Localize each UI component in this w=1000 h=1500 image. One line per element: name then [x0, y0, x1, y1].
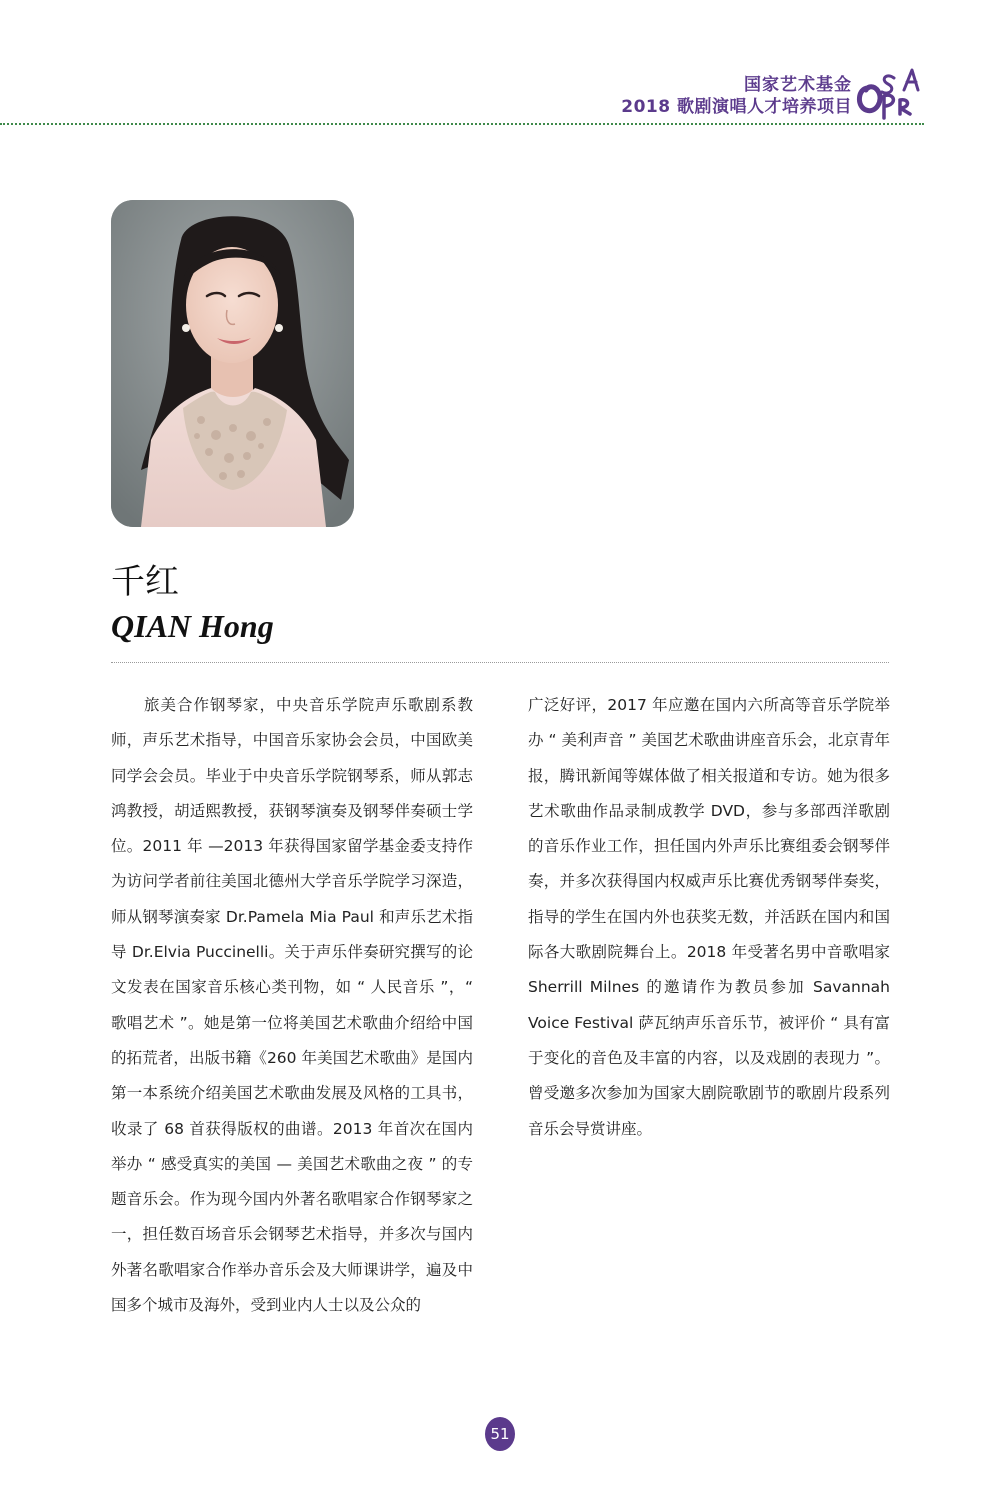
page-number-badge: 51 — [485, 1417, 515, 1451]
header-divider — [0, 123, 924, 125]
name-divider — [111, 662, 889, 663]
person-name-english: QIAN Hong — [111, 608, 274, 644]
header-title — [621, 74, 852, 118]
opera-logo — [854, 66, 926, 122]
bio-column-right — [528, 688, 890, 1147]
header-project-name: 2018 歌剧演唱人才培养项目 — [621, 97, 852, 117]
bio-column-left — [111, 688, 473, 1323]
bio-paragraph-left: 旅美合作钢琴家，中央音乐学院声乐歌剧系教师，声乐艺术指导，中国音乐家协会会员，中国欧美同学会会员。毕业于中央音乐学院钢琴系，师从郭志鸿教授，胡适熙教授，获钢琴演奏及钢琴伴奏硕士学位。2011 年 —2013 年获得国家留学基金委支持作为访问学者前往美国北德州大学音乐学院学习深造，师从钢琴演奏家 Dr.Pamela Mia Paul 和声乐艺术指导 Dr.Elvia Puccinelli。关于声乐伴奏研究撰写的论文发表在国家音乐核心类刊物，如 “ 人民音乐 ”，“ 歌唱艺术 ”。她是第一位将美国艺术歌曲介绍给中国的拓荒者，出版书籍《260 年美国艺术歌曲》是国内第一本系统介绍美国艺术歌曲发展及风格的工具书，收录了 68 首获得版权的曲谱。2013 年首次在国内举办 “ 感受真实的美国 — 美国艺术歌曲之夜 ” 的专题音乐会。作为现今国内外著名歌唱家合作钢琴家之一，担任数百场音乐会钢琴艺术指导，并多次与国内外著名歌唱家合作举办音乐会及大师课讲学，遍及中国多个城市及海外，受到业内人士以及公众的 — [111, 696, 473, 1315]
person-name-chinese: 千红 — [111, 562, 179, 602]
header-foundation-name: 国家艺术基金 — [744, 75, 852, 95]
logo-text: OPERA — [854, 66, 858, 67]
bio-paragraph-right: 广泛好评，2017 年应邀在国内六所高等音乐学院举办 “ 美利声音 ” 美国艺术歌曲讲座音乐会，北京青年报，腾讯新闻等媒体做了相关报道和专访。她为很多艺术歌曲作品录制成教学 DVD，参与多部西洋歌剧的音乐作业工作，担任国内外声乐比赛组委会钢琴伴奏，并多次获得国内权威声乐比赛优秀钢琴伴奏奖，指导的学生在国内外也获奖无数，并活跃在国内和国际各大歌剧院舞台上。2018 年受著名男中音歌唱家 Sherrill Milnes 的邀请作为教员参加 Savannah Voice Festival 萨瓦纳声乐音乐节，被评价 “ 具有富于变化的音色及丰富的内容，以及戏剧的表现力 ”。曾受邀多次参加为国家大剧院歌剧节的歌剧片段系列音乐会导赏讲座。 — [528, 696, 890, 1138]
portrait-photo — [111, 200, 354, 527]
